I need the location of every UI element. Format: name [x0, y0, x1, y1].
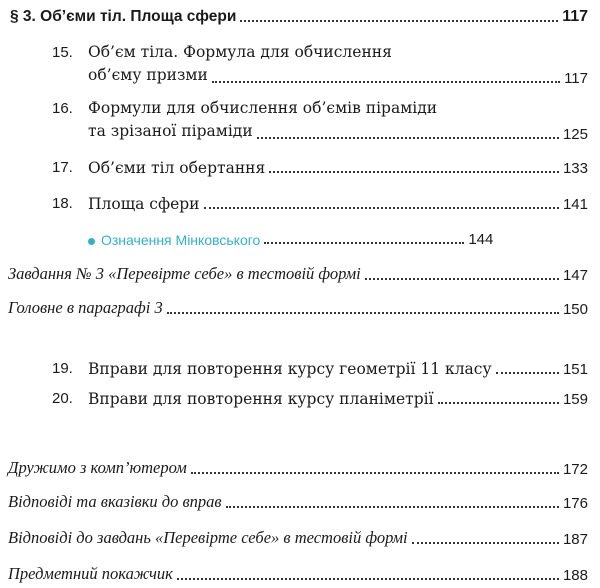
leader-dots	[365, 278, 559, 280]
toc-title: Дружимо з комп’ютером	[8, 458, 187, 477]
toc-page: 125	[562, 126, 588, 143]
toc-num: 15.	[52, 44, 73, 61]
leader-dots	[269, 171, 559, 173]
toc-page: 117	[564, 70, 588, 87]
toc-section-3[interactable]	[0, 4, 600, 26]
toc-num: 19.	[52, 360, 73, 377]
leader-dots	[257, 137, 559, 139]
toc-title: Вправи для повторення курсу планіметрії	[88, 390, 434, 408]
toc-page: 117	[562, 8, 588, 25]
toc-title: Площа сфери	[88, 195, 200, 213]
leader-dots	[167, 312, 559, 314]
toc-num: 18.	[52, 195, 73, 212]
toc-main-3[interactable]	[0, 294, 600, 318]
toc-page: 144	[468, 231, 494, 248]
toc-item-15[interactable]	[0, 41, 600, 87]
toc-title: Вправи для повторення курсу геометрії 11 класу	[88, 360, 492, 378]
leader-dots	[240, 20, 558, 22]
leader-dots	[212, 81, 560, 83]
toc-item-20[interactable]	[0, 384, 600, 408]
toc-page: 150	[562, 301, 588, 318]
toc-computer[interactable]	[0, 454, 600, 478]
toc-title-line2: об’єму призми	[88, 66, 208, 84]
bullet-icon	[88, 238, 95, 245]
toc-title-line1: Об’єм тіла. Формула для обчислення	[88, 43, 392, 61]
toc-page: 151	[562, 361, 588, 378]
toc-title-line2: та зрізаної піраміди	[88, 122, 253, 140]
toc-num: 17.	[52, 159, 73, 176]
toc-title: § 3. Об’єми тіл. Площа сфери	[10, 8, 237, 25]
toc-answers[interactable]	[0, 488, 600, 512]
toc-page: 133	[562, 160, 588, 177]
toc-page: 188	[562, 567, 588, 584]
toc-title-line1: Формули для обчислення об’ємів піраміди	[88, 99, 438, 117]
toc-page: 147	[562, 267, 588, 284]
toc-title: Головне в параграфі 3	[8, 298, 163, 317]
leader-dots	[438, 402, 559, 404]
toc-item-16[interactable]	[0, 97, 600, 143]
leader-dots	[177, 578, 559, 580]
toc-title: Предметний покажчик	[8, 564, 173, 583]
toc-page: 187	[562, 531, 588, 548]
toc-num: 16.	[52, 100, 73, 117]
toc-item-18[interactable]	[0, 189, 600, 213]
toc-page: 172	[562, 461, 588, 478]
leader-dots	[226, 506, 559, 508]
leader-dots	[204, 207, 559, 209]
toc-task-3[interactable]	[0, 260, 600, 284]
toc-item-17[interactable]	[0, 153, 600, 177]
leader-dots	[412, 542, 559, 544]
toc-page: 159	[562, 391, 588, 408]
toc-index[interactable]	[0, 560, 600, 584]
toc-item-19[interactable]	[0, 354, 600, 378]
toc-answers-test[interactable]	[0, 524, 600, 548]
toc-title: Відповіді та вказівки до вправ	[8, 492, 222, 511]
toc-item-minkowski[interactable]	[0, 226, 600, 248]
leader-dots	[191, 472, 559, 474]
toc-title: Завдання № 3 «Перевірте себе» в тестовій формі	[8, 264, 361, 283]
leader-dots	[264, 242, 464, 244]
toc-num: 20.	[52, 390, 73, 407]
toc-page: 141	[562, 196, 588, 213]
toc-title: Відповіді до завдань «Перевірте себе» в тестовій формі	[8, 528, 408, 547]
toc-title: Означення Мінковського	[101, 232, 261, 248]
toc-title: Об’єми тіл обертання	[88, 159, 266, 177]
toc-page: 176	[562, 495, 588, 512]
leader-dots	[496, 372, 559, 374]
